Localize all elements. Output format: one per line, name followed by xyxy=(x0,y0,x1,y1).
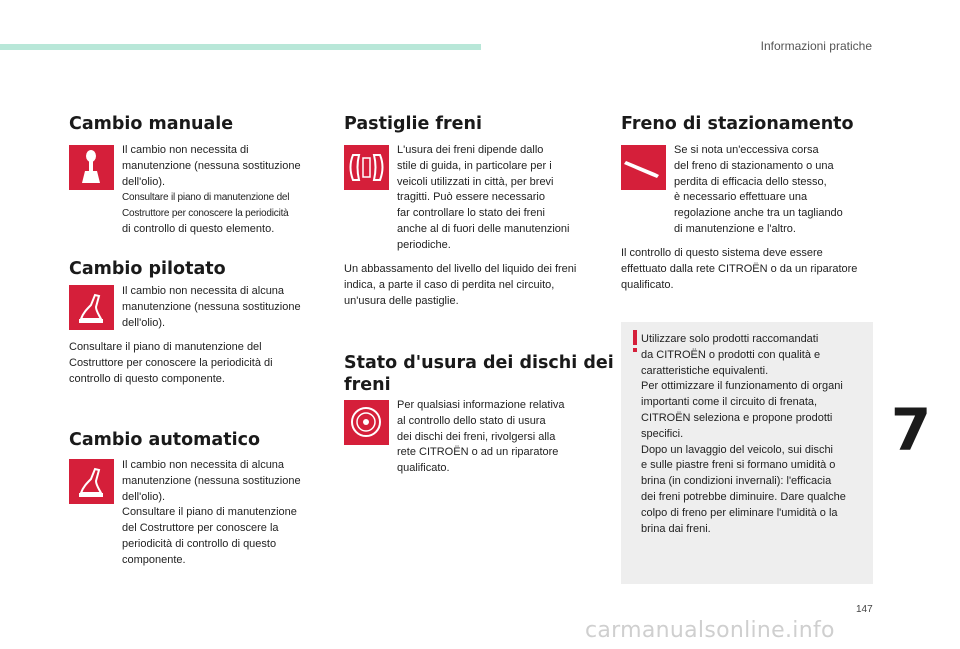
brake-discs-paragraph: Per qualsiasi informazione relativa al controllo dello stato di usura dei dischi dei freni, rivolgersi alla rete CITROËN o ad un riparatore qualificato. xyxy=(397,399,565,475)
brake-pads-paragraph: L'usura dei freni dipende dallo stile di guida, in particolare per i veicoli utilizzati in città, per brevi tragitti. Può essere necessario far controllare lo stato dei freni anche al di fuori delle manutenzioni periodiche. xyxy=(397,144,570,251)
brake-pads-title: Pastiglie freni xyxy=(344,114,483,134)
brake-pads-text xyxy=(397,143,607,254)
brake-discs-text xyxy=(397,398,607,477)
parking-brake-text xyxy=(674,143,874,238)
piloted-gear-icon xyxy=(69,285,114,330)
parking-brake-body-text: Il controllo di questo sistema deve essere effettuato dalla rete CITROËN o da un riparatore qualificato. xyxy=(621,247,858,291)
gear-lever-icon xyxy=(69,145,114,190)
piloted-gearbox-text xyxy=(122,284,322,331)
piloted-gearbox-body xyxy=(69,340,314,387)
brake-disc-icon xyxy=(344,400,389,445)
brake-pads-body-text: Un abbassamento del livello del liquido dei freni indica, a parte il caso di perdita nel circuito, un'usura delle pastiglie. xyxy=(344,263,577,307)
automatic-gearbox-title: Cambio automatico xyxy=(69,430,260,450)
manual-gearbox-title: Cambio manuale xyxy=(69,114,234,134)
parking-brake-title: Freno di stazionamento xyxy=(621,114,854,134)
watermark: carmanualsonline.info xyxy=(585,618,835,643)
brake-pads-body xyxy=(344,262,609,309)
manual-gearbox-paragraph: Il cambio non necessita di manutenzione (nessuna sostituzione dell'olio). xyxy=(122,144,301,188)
piloted-gearbox-paragraph: Il cambio non necessita di alcuna manutenzione (nessuna sostituzione dell'olio). xyxy=(122,285,301,329)
page-number: 147 xyxy=(856,604,873,615)
automatic-gearbox-paragraph: Il cambio non necessita di alcuna manutenzione (nessuna sostituzione dell'olio). Consultare il piano di manutenzione del Costruttore per conoscere la periodicità di controllo di questo componente. xyxy=(122,459,301,566)
brake-discs-title: Stato d'usura dei dischi dei freni xyxy=(344,353,614,395)
piloted-gearbox-title: Cambio pilotato xyxy=(69,259,226,279)
chapter-number: 7 xyxy=(890,396,932,464)
manual-gearbox-small-text: Consultare il piano di manutenzione del Costruttore per conoscere la periodicità xyxy=(122,192,290,220)
warning-exclamation-icon xyxy=(632,330,638,352)
brake-pads-icon xyxy=(344,145,389,190)
note-box xyxy=(621,322,873,584)
automatic-gearbox-text xyxy=(122,458,322,569)
piloted-gearbox-body-text: Consultare il piano di manutenzione del Costruttore per conoscere la periodicità di controllo di questo componente. xyxy=(69,341,273,385)
manual-gearbox-text-end: di controllo di questo elemento. xyxy=(122,222,275,235)
note-paragraph: Utilizzare solo prodotti raccomandati da CITROËN o prodotti con qualità e caratteristiche equivalenti. Per ottimizzare il funzionamento di organi importanti come il circuito di frenata, CITROËN seleziona e propone prodotti specifici. Dopo un lavaggio del veicolo, sui dischi e sulle piastre freni si formano umidità o brina (in condizioni invernali): l'efficacia dei freni potrebbe diminuire. Dare qualche colpo di freno per eliminare l'umidità o la brina dai freni. xyxy=(641,333,846,535)
note-text xyxy=(641,332,867,537)
parking-brake-paragraph: Se si nota un'eccessiva corsa del freno di stazionamento o una perdita di efficacia dello stesso, è necessario effettuare una regolazione anche tra un tagliando di manutenzione e l'altro. xyxy=(674,144,843,235)
manual-gearbox-text xyxy=(122,143,322,238)
parking-brake-lever-icon xyxy=(621,145,666,190)
automatic-gear-icon xyxy=(69,459,114,504)
section-title: Informazioni pratiche xyxy=(760,39,872,53)
header-accent-bar xyxy=(0,44,481,50)
parking-brake-body xyxy=(621,246,876,293)
